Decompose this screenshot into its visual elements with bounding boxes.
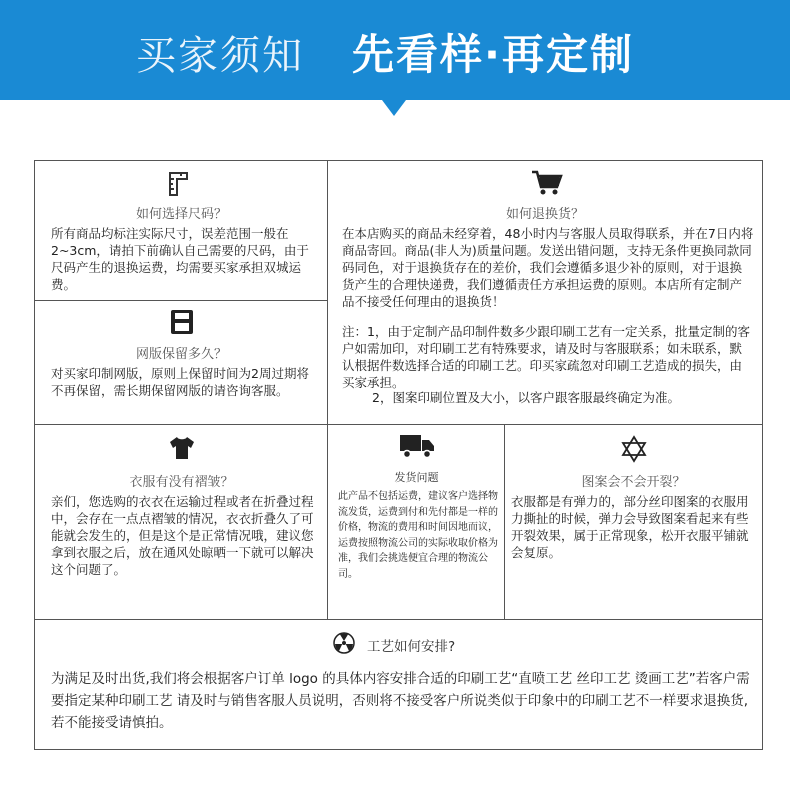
wrinkle-heading: 衣服有没有褶皱？ — [129, 475, 234, 490]
header-banner — [0, 0, 790, 100]
craft-section — [35, 620, 762, 749]
crack-section — [505, 425, 762, 620]
crack-heading: 图案会不会开裂？ — [581, 475, 686, 490]
returns-note-1: 注：1，由于定制产品印制件数多少跟印刷工艺有一定关系，批量定制的客户如需加印，对印刷工艺有特殊要求，请及时与客服联系；如未联系，默认根据件数选择合适的印刷工艺。印买家疏忽对印刷工艺造成的损失，由买家承担。 — [342, 324, 750, 390]
wrinkle-text: 亲们，您选购的衣衣在运输过程或者在折叠过程中，会存在一点点褶皱的情况，衣衣折叠久了可能就会发生的，但是这个是正常情况哦，建议您拿到衣服之后，放在通风处晾晒一下就可以解决这个问题了。 — [51, 494, 314, 577]
banner-title: 买家须知 — [136, 33, 304, 79]
shipping-section — [328, 425, 505, 620]
returns-section — [328, 161, 762, 425]
crack-text: 衣服都是有弹力的，部分丝印图案的衣服用力撕扯的时候，弹力会导致图案看起来有些开裂效果，属于正常现象，松开衣服平铺就会复原。 — [511, 494, 749, 560]
radiation-icon — [333, 632, 355, 658]
truck-icon — [399, 433, 435, 463]
size-heading: 如何选择尺码？ — [135, 207, 227, 222]
returns-heading: 如何退换货？ — [505, 207, 584, 222]
wrinkle-section — [35, 425, 328, 620]
size-text: 所有商品均标注实际尺寸，误差范围一般在2~3cm，请拍下前确认自己需要的尺码，由于尺码产生的退换运费，均需要买家承担双城运费。 — [51, 226, 309, 292]
star-of-david-icon — [620, 435, 648, 467]
size-section — [35, 161, 328, 301]
plate-text: 对买家印制网版，原则上保留时间为2周过期将不再保留，需长期保留网版的请咨询客服。 — [51, 366, 309, 398]
plate-section — [35, 301, 328, 425]
craft-heading: 工艺如何安排? — [367, 639, 456, 655]
banner-subtitle: 先看样·再定制 — [352, 30, 634, 79]
craft-text: 为满足及时出货,我们将会根据客户订单 logo 的具体内容安排合适的印刷工艺“直喷工艺 丝印工艺 烫画工艺”若客户需要指定某种印刷工艺 请及时与销售客服人员说明，否则将不接受客户所说类似于印象中的印刷工艺不一样要求退换货,若不能接受请慎拍。 — [51, 671, 750, 731]
plate-heading: 网版保留多久？ — [135, 347, 227, 362]
floppy-disk-icon — [170, 309, 194, 339]
ruler-icon — [167, 171, 191, 201]
shipping-heading: 发货问题 — [394, 471, 439, 484]
returns-note-2: 2，图案印刷位置及大小，以客户跟客服最终确定为准。 — [372, 390, 680, 405]
shopping-cart-icon — [531, 169, 563, 201]
shipping-text: 此产品不包括运费，建议客户选择物流发货，运费到付和先付都是一样的价格，物流的费用和时间因地而议，运费按照物流公司的实际收取价格为准，我们会挑选便宜合理的物流公司。 — [338, 491, 498, 580]
tshirt-icon — [168, 435, 196, 465]
notice-grid — [34, 160, 763, 750]
returns-text: 在本店购买的商品未经穿着，48小时内与客服人员取得联系，并在7日内将商品寄回。商品(非人为)质量问题。发送出错问题，支持无条件更换同款同码同色，对于退换货存在的差价，我们会遵循多退少补的原则，对于退换货产生的合理快递费，我们遵循责任方承担运费的原则。本店所有定制产品不接受任何理由的退换货！ — [342, 226, 754, 309]
banner-pointer — [382, 100, 406, 116]
